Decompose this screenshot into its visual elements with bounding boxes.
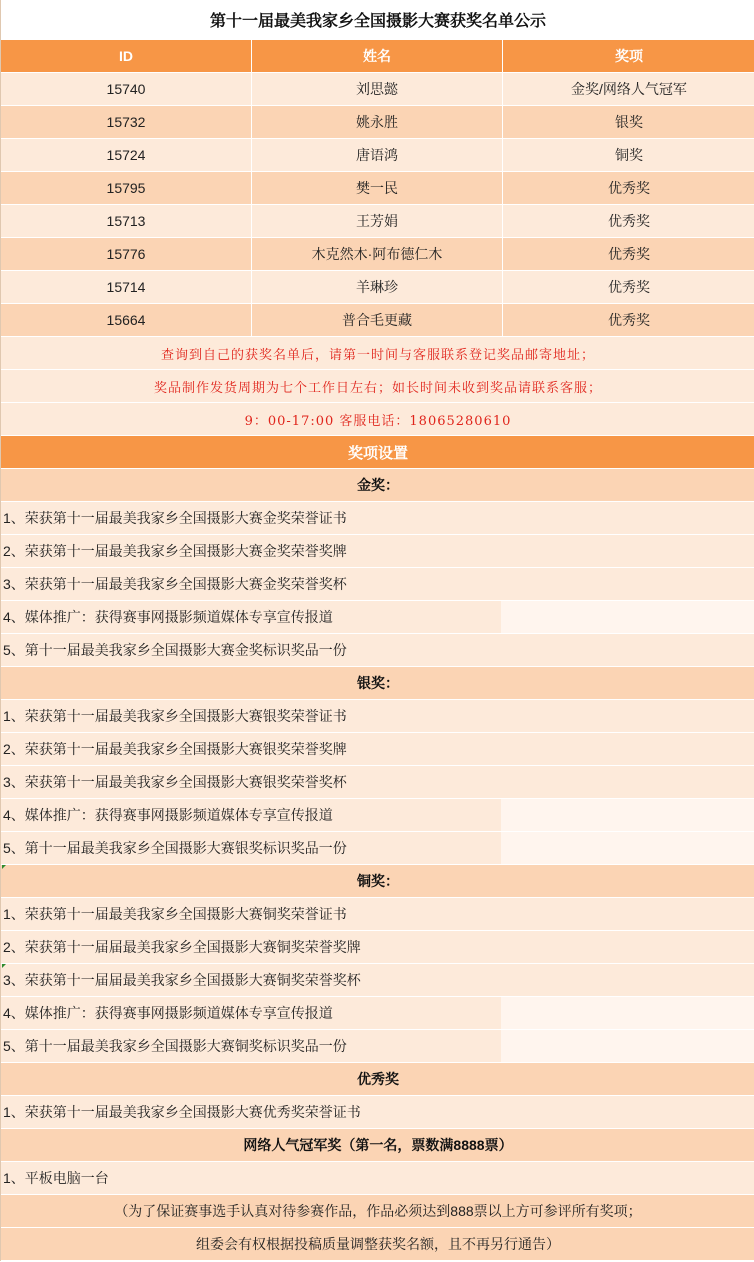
list-item: 1、荣获第十一届最美我家乡全国摄影大赛优秀奖荣誉证书	[1, 1096, 754, 1129]
col-header-id: ID	[1, 40, 252, 72]
list-item-text: 3、荣获第十一届届最美我家乡全国摄影大赛铜奖荣誉奖杯	[3, 972, 361, 988]
table-row	[1, 139, 754, 172]
cell-name: 木克然木·阿布德仁木	[252, 238, 503, 270]
cell-name: 王芳娟	[252, 205, 503, 237]
gold-title: 金奖：	[1, 469, 754, 502]
list-item: 3、荣获第十一届最美我家乡全国摄影大赛银奖荣誉奖杯	[1, 766, 754, 799]
cell-award: 优秀奖	[608, 279, 650, 295]
cell-name: 普合毛更藏	[252, 304, 503, 336]
footer-note-1: （为了保证赛事选手认真对待参赛作品，作品必须达到888票以上方可参评所有奖项；	[1, 1195, 754, 1228]
cell-id: 15714	[1, 271, 252, 303]
list-item: 5、第十一届最美我家乡全国摄影大赛金奖标识奖品一份	[1, 634, 754, 667]
list-item: 1、荣获第十一届最美我家乡全国摄影大赛铜奖荣誉证书	[1, 898, 754, 931]
comment-marker-icon	[2, 865, 6, 869]
cell-id: 15664	[1, 304, 252, 336]
list-item: 5、第十一届最美我家乡全国摄影大赛铜奖标识奖品一份	[1, 1030, 754, 1063]
bronze-title	[1, 865, 754, 898]
list-item: 1、荣获第十一届最美我家乡全国摄影大赛银奖荣誉证书	[1, 700, 754, 733]
notice-contact: 9：00-17:00 客服电话：18065280610	[1, 403, 754, 436]
excellent-title: 优秀奖	[1, 1063, 754, 1096]
table-header	[1, 40, 754, 73]
cell-award: 优秀奖	[608, 180, 650, 196]
notice-line-2: 奖品制作发货周期为七个工作日左右；如长时间未收到奖品请联系客服；	[1, 370, 754, 403]
popular-title: 网络人气冠军奖（第一名，票数满8888票）	[1, 1129, 754, 1162]
list-item: 3、荣获第十一届最美我家乡全国摄影大赛金奖荣誉奖杯	[1, 568, 754, 601]
cell-award: 铜奖	[615, 147, 643, 163]
page-title: 第十一届最美我家乡全国摄影大赛获奖名单公示	[1, 0, 754, 40]
cell-name: 姚永胜	[252, 106, 503, 138]
list-item: 2、荣获第十一届最美我家乡全国摄影大赛银奖荣誉奖牌	[1, 733, 754, 766]
cell-name: 刘思懿	[252, 73, 503, 105]
list-item: 2、荣获第十一届最美我家乡全国摄影大赛金奖荣誉奖牌	[1, 535, 754, 568]
cell-id: 15776	[1, 238, 252, 270]
awards-section-title: 奖项设置	[1, 436, 754, 469]
col-header-name: 姓名	[252, 40, 503, 72]
cell-id: 15740	[1, 73, 252, 105]
table-row	[1, 271, 754, 304]
list-item: 1、平板电脑一台	[1, 1162, 754, 1195]
table-row	[1, 304, 754, 337]
col-header-award: 奖项	[615, 48, 643, 64]
cell-id: 15795	[1, 172, 252, 204]
footer-note-2: 组委会有权根据投稿质量调整获奖名额，且不再另行通告）	[1, 1228, 754, 1261]
notice-line-1: 查询到自己的获奖名单后，请第一时间与客服联系登记奖品邮寄地址；	[1, 337, 754, 370]
silver-title: 银奖：	[1, 667, 754, 700]
cell-award: 优秀奖	[608, 246, 650, 262]
cell-award: 银奖	[615, 114, 643, 130]
cell-name: 唐语鸿	[252, 139, 503, 171]
list-item: 2、荣获第十一届届最美我家乡全国摄影大赛铜奖荣誉奖牌	[1, 931, 754, 964]
list-item: 4、媒体推广：获得赛事网摄影频道媒体专享宣传报道	[1, 997, 754, 1030]
list-item: 5、第十一届最美我家乡全国摄影大赛银奖标识奖品一份	[1, 832, 754, 865]
table-row	[1, 205, 754, 238]
cell-award: 优秀奖	[608, 312, 650, 328]
cell-id: 15713	[1, 205, 252, 237]
table-row	[1, 73, 754, 106]
table-row	[1, 172, 754, 205]
cell-award: 优秀奖	[608, 213, 650, 229]
bronze-title-text: 铜奖：	[357, 873, 399, 889]
cell-name: 羊琳珍	[252, 271, 503, 303]
cell-award: 金奖/网络人气冠军	[571, 81, 687, 97]
list-item	[1, 964, 754, 997]
cell-id: 15724	[1, 139, 252, 171]
cell-name: 樊一民	[252, 172, 503, 204]
list-item: 4、媒体推广：获得赛事网摄影频道媒体专享宣传报道	[1, 601, 754, 634]
comment-marker-icon	[2, 964, 6, 968]
cell-id: 15732	[1, 106, 252, 138]
list-item: 1、荣获第十一届最美我家乡全国摄影大赛金奖荣誉证书	[1, 502, 754, 535]
table-row	[1, 106, 754, 139]
table-row	[1, 238, 754, 271]
list-item: 4、媒体推广：获得赛事网摄影频道媒体专享宣传报道	[1, 799, 754, 832]
